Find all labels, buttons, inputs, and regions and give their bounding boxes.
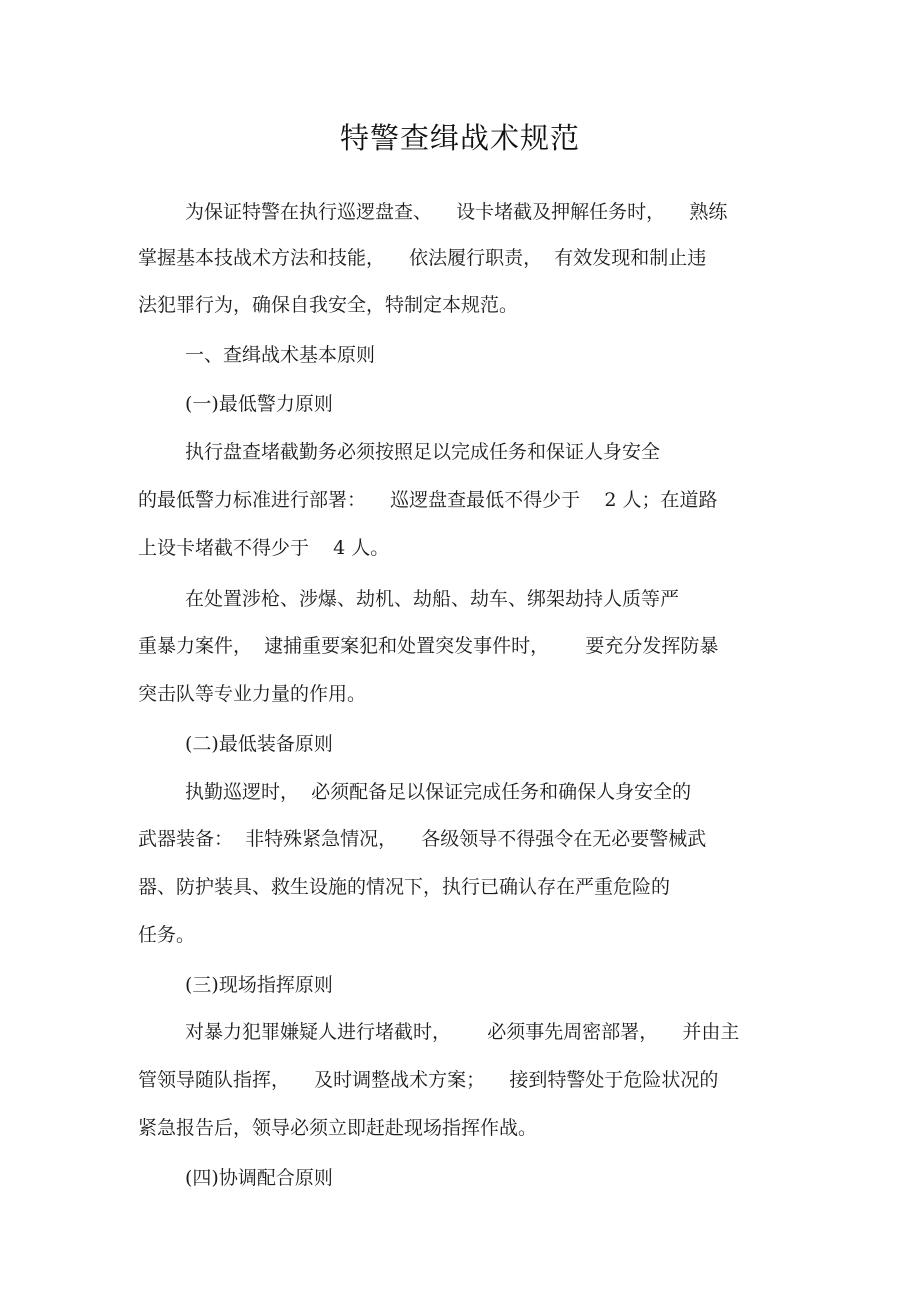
paragraph-line: (三)现场指挥原则 <box>185 974 333 996</box>
paragraph-line: 法犯罪行为，确保自我安全，特制定本规范。 <box>138 294 519 316</box>
paragraph-line: 上设卡堵截不得少于 4 人。 <box>138 537 390 559</box>
paragraph-line: 突击队等专业力量的作用。 <box>138 683 367 705</box>
paragraph-line: 掌握基本技战术方法和技能， 依法履行职责， 有效发现和制止违 <box>138 247 707 269</box>
document-title: 特警查缉战术规范 <box>339 121 580 155</box>
paragraph-line: 执勤巡逻时， 必须配备足以保证完成任务和确保人身安全的 <box>185 781 692 803</box>
paragraph-line: (二)最低装备原则 <box>185 733 333 755</box>
paragraph-line: 器、防护装具、救生设施的情况下，执行已确认存在严重危险的 <box>138 876 671 898</box>
paragraph-line: 任务。 <box>138 924 196 946</box>
paragraph-line: (一)最低警力原则 <box>185 393 333 415</box>
paragraph-line: 重暴力案件， 逮捕重要案犯和处置突发事件时， 要充分发挥防暴 <box>138 635 719 657</box>
paragraph-line: 武器装备： 非特殊紧急情况， 各级领导不得强令在无必要警械武 <box>138 828 707 850</box>
paragraph-line: 紧急报告后，领导必须立即赶赴现场指挥作战。 <box>138 1117 538 1139</box>
paragraph-line: 执行盘查堵截勤务必须按照足以完成任务和保证人身安全 <box>185 441 661 463</box>
paragraph-line: 的最低警力标准进行部署： 巡逻盘查最低不得少于 2 人；在道路 <box>138 489 718 511</box>
paragraph-line: 为保证特警在执行巡逻盘查、 设卡堵截及押解任务时， 熟练 <box>185 201 728 223</box>
paragraph-line: 在处置涉枪、涉爆、劫机、劫船、劫车、绑架劫持人质等严 <box>185 588 680 610</box>
paragraph-line: 管领导随队指挥， 及时调整战术方案； 接到特警处于危险状况的 <box>138 1069 719 1091</box>
paragraph-line: (四)协调配合原则 <box>185 1167 333 1189</box>
paragraph-line: 一、查缉战术基本原则 <box>185 344 376 366</box>
paragraph-line: 对暴力犯罪嫌疑人进行堵截时， 必须事先周密部署， 并由主 <box>185 1021 740 1043</box>
